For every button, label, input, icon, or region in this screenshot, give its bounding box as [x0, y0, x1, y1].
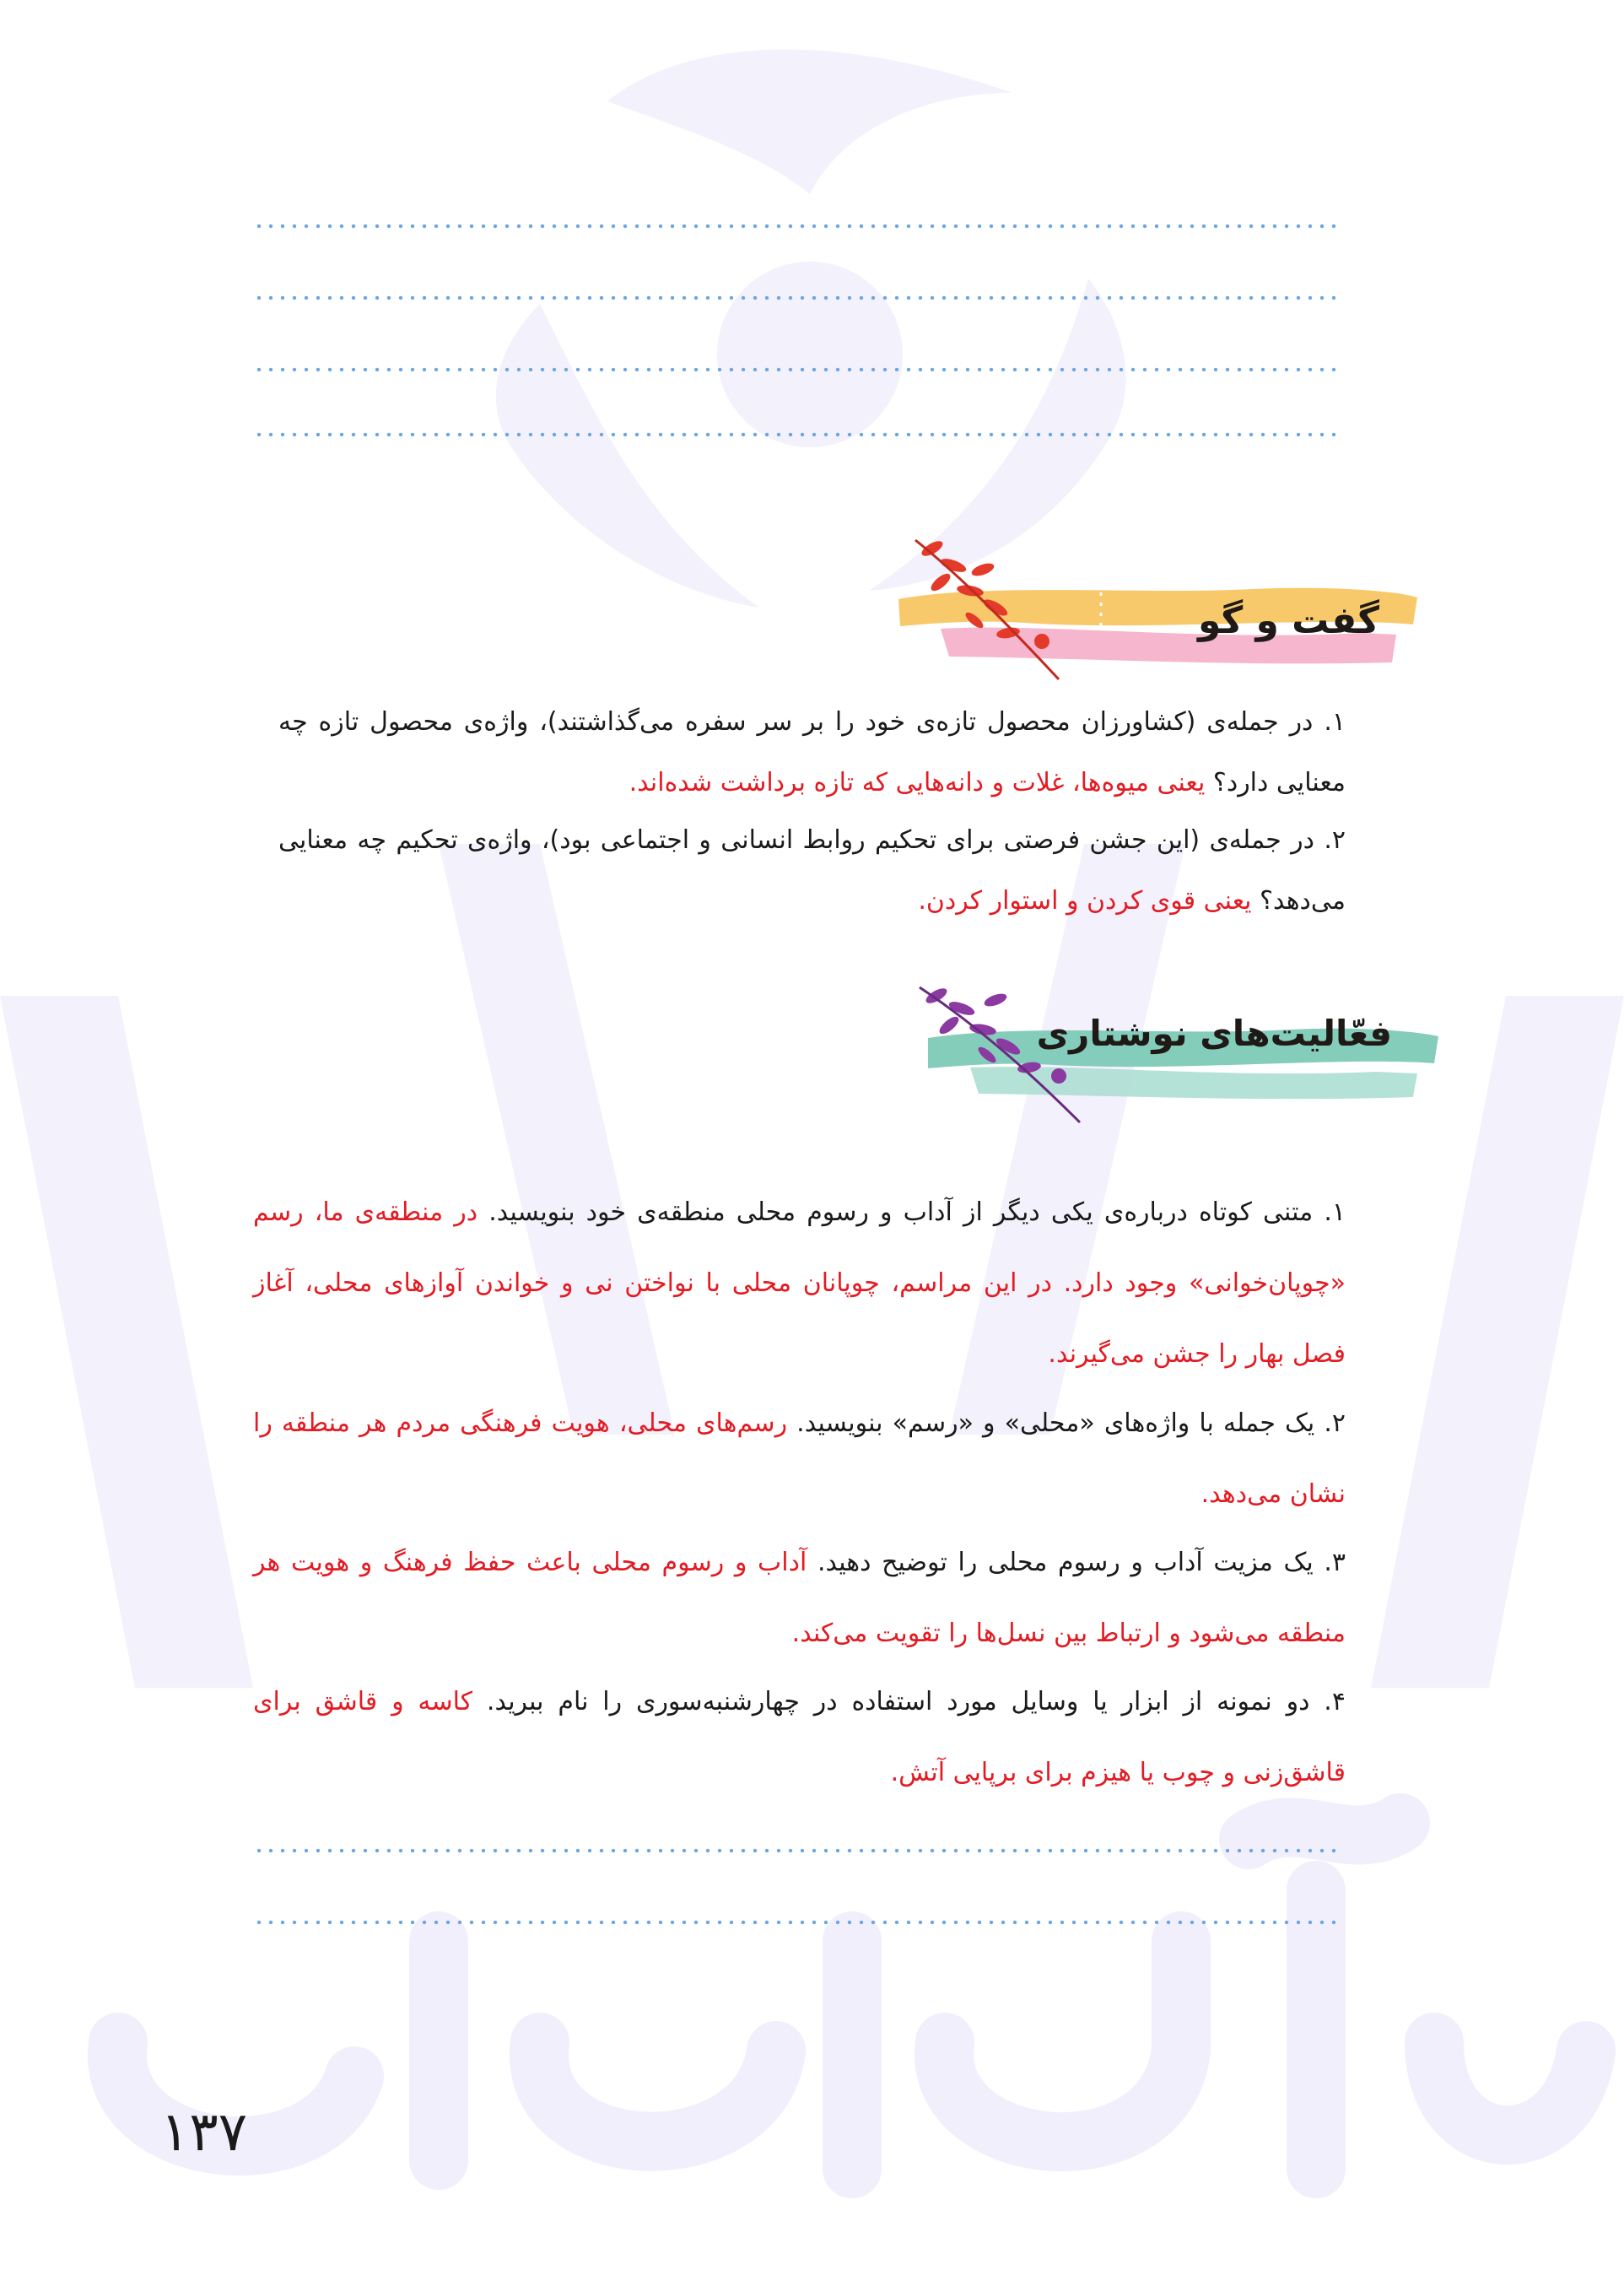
section-title-writing: فعّالیت‌های نوشتاری: [1036, 1013, 1392, 1054]
question-text: ۴. دو نمونه از ابزار یا وسایل مورد استفاده در چهارشنبه‌سوری را نام ببرید.: [486, 1687, 1346, 1716]
question-text: ۲. در جمله‌ی (این جشن فرصتی برای تحکیم روابط انسانی و اجتماعی بود)، واژه‌ی تحکیم چه معنایی می‌دهد؟: [278, 825, 1346, 916]
writing-line: [253, 1848, 1341, 1853]
conversation-item-1: [278, 692, 1346, 814]
writing-line: [253, 224, 1341, 229]
answer-text: آداب و رسوم محلی باعث حفظ فرهنگ و هویت هر منطقه می‌شود و ارتباط بین نسل‌ها را تقویت می‌کند.: [253, 1548, 1346, 1648]
question-text: ۲. یک جمله با واژه‌های «محلی» و «رسم» بنویسید.: [796, 1408, 1346, 1438]
writing-item-2: [253, 1388, 1346, 1530]
question-text: ۱. متنی کوتاه درباره‌ی یکی دیگر از آداب و رسوم محلی منطقه‌ی خود بنویسید.: [488, 1197, 1346, 1227]
question-text: ۳. یک مزیت آداب و رسوم محلی را توضیح دهید.: [817, 1548, 1346, 1577]
writing-line: [253, 1920, 1341, 1925]
answer-text: رسم‌های محلی، هویت فرهنگی مردم هر منطقه را نشان می‌دهد.: [253, 1408, 1346, 1509]
question-text: ۱. در جمله‌ی (کشاورزان محصول تازه‌ی خود را بر سر سفره می‌گذاشتند)، واژه‌ی محصول تازه چه معنایی دارد؟: [278, 707, 1346, 797]
answer-text: در منطقه‌ی ما، رسم «چوپان‌خوانی» وجود دارد. در این مراسم، چوپانان محلی با نواختن نی و خواندن آوازهای محلی، آغاز فصل بهار را جشن می‌گیرند.: [253, 1197, 1346, 1369]
writing-item-3: [253, 1527, 1346, 1669]
section-title-conversation: گفت و گو: [1198, 599, 1379, 642]
page-number: ۱۳۷: [160, 2101, 248, 2164]
writing-line: [253, 432, 1341, 437]
answer-text: کاسه و قاشق برای قاشق‌زنی و چوب یا هیزم برای برپایی آتش.: [253, 1687, 1346, 1787]
answer-text: یعنی میوه‌ها، غلات و دانه‌هایی که تازه برداشت شده‌اند.: [629, 768, 1206, 797]
writing-line: [253, 295, 1341, 300]
writing-item-4: [253, 1667, 1346, 1808]
writing-item-1: [253, 1177, 1346, 1390]
conversation-item-2: [278, 810, 1346, 932]
writing-line: [253, 367, 1341, 372]
answer-text: یعنی قوی کردن و استوار کردن.: [918, 886, 1252, 916]
